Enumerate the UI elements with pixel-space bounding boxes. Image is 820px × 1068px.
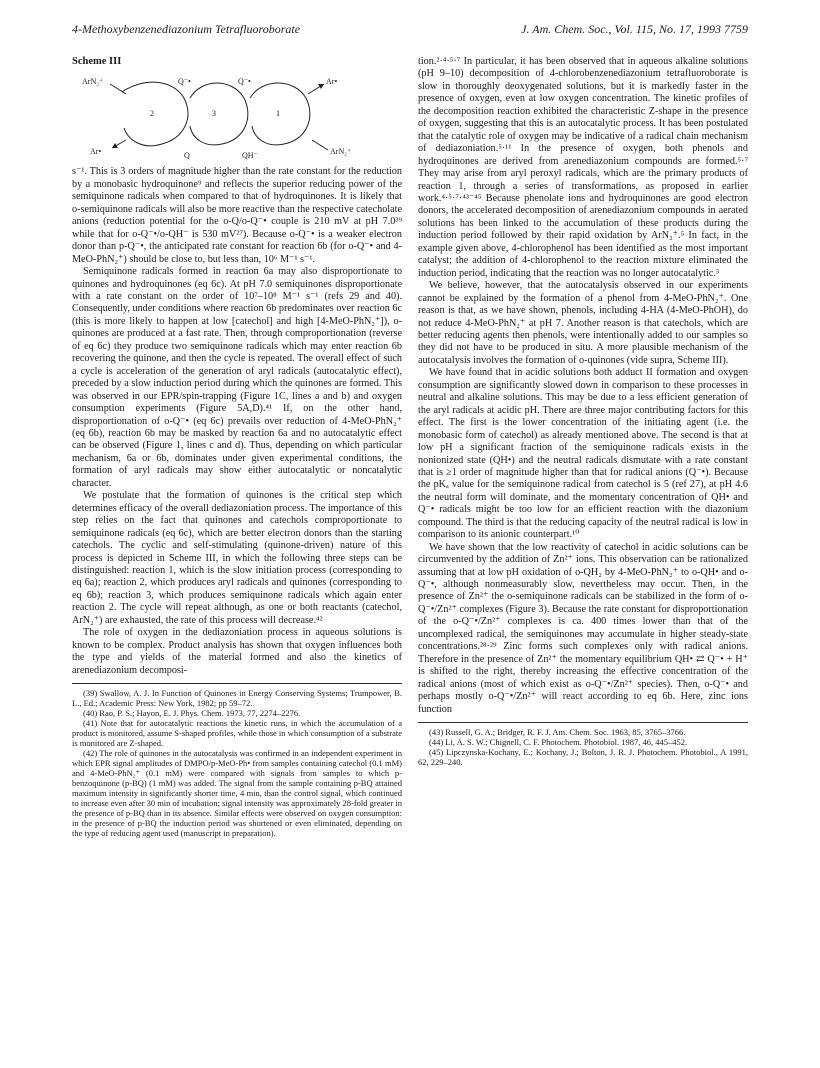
- right-paragraph-2: We believe, however, that the autocatalysis observed in our experiments cannot be explained by the formation of a phenol from 4-MeO-PhN₂⁺. One reason is that, as we have shown, phenols, including 4-HA (4-MeO-PhOH), do not reduce 4-MeO-PhN₂⁺ at pH 7. Another reason is that catechols, which are better reducing agents then phenols, were intentionally added to our samples so they did not have to be produced in situ. A more plausible mechanism of the autocatalysis involves the formation of o-quinones (vide supra, Scheme III).: [418, 280, 748, 366]
- footnote-rule: [72, 683, 402, 684]
- cycle-arc-3: [190, 83, 248, 145]
- footnote-43: (43) Russell, G. A.; Bridger, R. F. J. Am. Chem. Soc. 1963, 85, 3765–3766.: [429, 727, 686, 738]
- left-paragraph-3: We postulate that the formation of quinones is the critical step which determines efficacy of the overall dediazoniation process. The importance of this step relies on the fact that quinones and catechols comproportionate to semiquinone radicals (eq 6c), which are better electron donors than the starting catechols. The cyclic and self-stimulating (quinone-driven) nature of this process is depicted in Scheme III, in which the following three steps can be distinguished: reaction 1, which is the slow initiation process (corresponding to eq 6a); reaction 2, which produces aryl radicals and quinones (corresponding to eq 6b); reaction 3, which produces semiquinone radicals which again enter reaction 2. The cycle will repeat although, as one or both reactants (catechol, ArN₂⁺) are exhausted, the rate of this process will decrease.⁴²: [72, 490, 402, 626]
- right-paragraph-1: tion.²·⁴·⁵·⁷ In particular, it has been observed that in aqueous alkaline solutions (pH 9–10) decomposition of 4-chlorobenzenediazonium tetrafluoroborate is slow in thoroughly deoxygenated solutions, but it is markedly faster in the presence of oxygen, even at low oxygen concentration. The kinetic profiles of the decomposition reaction exhibited the characteristic Z-shape in the presence of oxygen, suggesting that this is an autocatalytic process. It has been postulated that the catalytic role of oxygen may be indicative of a radical chain mechanism of dediazoniation.⁵·¹¹ In the presence of oxygen, both phenols and hydroquinones are derived from arenediazonium compounds are formed.⁵·⁷ They may arise from aryl peroxyl radicals, which are the primary products of reaction 1, through a series of transformations, as proposed in earlier work.⁴·⁵·⁷·⁴³⁻⁴⁵ Because phenolate ions and hydroquinones are good electron donors, the accelerated decomposition of arenediazonium compounds in aerated solutions has been linked to the accumulation of these products during the induction period followed by their rapid oxidation by ArN₂⁺.⁵ In fact, in the example given above, 4-chlorophenol has been identified as the most important catalyst; the addition of 4-chlorophenol to the reaction mixture eliminated the induction period, indicating that the reaction was no longer autocatalytic.⁵: [418, 56, 748, 279]
- left-footnotes: [72, 688, 402, 838]
- left-paragraph-4: The role of oxygen in the dediazoniation process in aqueous solutions is known to be complex. Product analysis has shown that oxygen influences both the type and yields of the material formed and also the kinetics of arenediazonium decomposi-: [72, 627, 402, 676]
- right-paragraph-3: We have found that in acidic solutions both adduct II formation and oxygen consumption are significantly slowed down in comparison to these processes in neutral and alkaline solutions. This may be due to a less efficient generation of the aryl radicals at acidic pH. There are three major contributing factors for this effect. The first is the lower concentration of the initiating agent (i.e. the monobasic form of catechol) as already mentioned above. The second is that at low pH a significant fraction of the semiquinone radicals exists in the nonionized state (QH•) and the neutral radicals dismutate with a rate constant that is ≥1 order of magnitude higher than that for radical anions (Q⁻•). Because the pKₐ value for the semiquinone radical from catechol is 5 (ref 27), at pH 4.6 the neutral form will dominate, and the momentary concentration of QH• and Q⁻• radicals might be too low for an efficient reaction with the diazonium compound. The third is that the reducing capacity of the neutral radical is low in comparison to its anionic counterpart.¹⁰: [418, 367, 748, 541]
- footnote-41: (41) Note that for autocatalytic reactions the kinetic runs, in which the accumulation of a product is monitored, assume S-shaped profiles, while those in which consumption of a substrate is monitored are Z-shaped.: [72, 718, 402, 749]
- footnote-45: (45) Lipczynska-Kochany, E.; Kochany, J.; Bolton, J. R. J. Photochem. Photobiol., A 1991, 62, 229–240.: [418, 747, 748, 768]
- label-q-radical-top-1: Q⁻•: [178, 77, 191, 87]
- label-ar-top: Ar•: [326, 77, 338, 87]
- arrow-arn2-top: [110, 84, 126, 94]
- scheme-title: Scheme III: [72, 56, 122, 67]
- label-arn2-top: ArN₂⁺: [82, 77, 104, 87]
- footnote-44: (44) Li, A. S. W.; Chignell, C. F. Photochem. Photobiol. 1987, 46, 445–452.: [429, 737, 688, 748]
- label-q-bottom: Q: [184, 151, 190, 161]
- header-title: 4-Methoxybenzenediazonium Tetrafluoroborate: [72, 22, 301, 36]
- right-column: [418, 56, 748, 767]
- cycle-arc-2: [122, 83, 188, 147]
- footnote-rule-right: [418, 722, 748, 723]
- scheme-diagram: [72, 70, 402, 162]
- label-qh-bottom: QH⁻: [242, 151, 258, 161]
- label-q-radical-top-2: Q⁻•: [238, 77, 251, 87]
- right-paragraph-4: We have shown that the low reactivity of catechol in acidic solutions can be circumvented by the addition of Zn²⁺ ions. This observation can be rationalized assuming that at low pH oxidation of o-QH₂ by 4-MeO-PhN₂⁺ to o-QH• and o-Q⁻•, although nonmeasurably slow, nevertheless may occur. Then, in the presence of Zn²⁺ the o-semiquinone radicals can be stabilized in the form of o-Q⁻•/Zn²⁺ complexes (Figure 3). Because the rate constant for disproportionation of the o-Q⁻•/Zn²⁺ complexes is ca. 400 times lower than that of the uncomplexed radical, the semiquinones may accumulate in higher steady-state concentrations.²⁸·²⁹ Zinc forms such complexes only with radical anions. Therefore in the presence of Zn²⁺ the momentary equilibrium QH• ⇄ Q⁻• + H⁺ is shifted to the right, thereby increasing the effective concentration of the radical anions (most of which exist as o-Q⁻•/Zn²⁺ species). Then, o-Q⁻• and perhaps mostly o-Q⁻•/Zn²⁺ will react according to eq 6b. Here, zinc ions function: [418, 541, 748, 715]
- label-arn2-bottom: ArN₂⁺: [330, 147, 352, 157]
- footnote-39: (39) Swallow, A. J. In Function of Quinones in Energy Conserving Systems; Trumpower, B. L., Ed.; Academic Press: New York, 1982; pp 59–72.: [72, 688, 402, 709]
- running-header: [72, 22, 748, 38]
- label-step-1: 1: [276, 109, 280, 119]
- left-paragraph-1: s⁻¹. This is 3 orders of magnitude higher than the rate constant for the reduction by a monobasic hydroquinone⁹ and reflects the superior reducing power of the semiquinone radicals when compared to that of hydroquinones. It is likely that o-semiquinone radicals will also be more reactive than the respective catecholate anions (reduction potential for the o-Q/o-Q⁻• couple is 210 mV at pH 7.0³⁹ while that for o-Q⁻•/o-QH⁻ is 530 mV²⁷). Because o-Q⁻• is a weaker electron donor than p-Q⁻•, the anticipated rate constant for reaction 6b (for o-Q⁻• and 4-MeO-PhN₂⁺) should be close to, but less than, 10⁶ M⁻¹ s⁻¹.: [72, 166, 402, 265]
- arrowhead-top-right: [318, 84, 324, 89]
- left-column: [72, 56, 402, 838]
- header-journal: J. Am. Chem. Soc., Vol. 115, No. 17, 1993 7759: [521, 22, 748, 36]
- right-footnotes: [418, 727, 748, 767]
- left-paragraph-2: Semiquinone radicals formed in reaction 6a may also disproportionate to quinones and hydroquinones (eq 6c). At pH 7.0 semiquinones disproportionate with a rate constant on the order of 10⁷–10⁸ M⁻¹ s⁻¹ (refs 29 and 40). Consequently, under conditions where reaction 6b predominates over reaction 6c (this is more likely to happen at low [catechol] and high [4-MeO-PhN₂⁺]), o-quinones are produced at a fast rate. Then, through comproportionation (reverse of eq 6c) they produce two semiquinone radicals which may enter reaction 6b recovering the quinone, and then the cycle is repeated. The overall effect of such a cycle is acceleration of the generation of aryl radicals (autocatalytic effect), preceded by a slow induction period during which the quinones are formed. This was observed in our EPR/spin-trapping (Figure 1C, lines a and b) and oxygen consumption experiments (Figure 5A,D).⁴¹ If, on the other hand, disproportionation of o-Q⁻• (eq 6c) prevails over reduction of 4-MeO-PhN₂⁺ (eq 6b), reaction 6b may be masked by reaction 6a and no autocatalytic effect can be observed (Figure 1, lines c and d). Thus, depending on which particular mechanism, 6a or 6b, dominates under given experimental conditions, the formation of aryl radicals may show either autocatalytic or noncatalytic character.: [72, 266, 402, 489]
- label-ar-bottom: Ar•: [90, 147, 102, 157]
- arrow-arn2-bottom: [312, 140, 328, 150]
- label-step-3: 3: [212, 109, 216, 119]
- footnote-40: (40) Rao, P. S.; Hayon, E. J. Phys. Chem. 1973, 77, 2274–2276.: [83, 708, 301, 719]
- footnote-42: (42) The role of quinones in the autocatalysis was confirmed in an independent experiment in which EPR signal amplitudes of DMPO/p-MeO-Ph• from samples containing catechol (0.1 mM) and 4-MeO-PhN₂⁺ (0.1 mM) were compared with signals from samples to which p-benzoquinone (p-BQ) (1 mM) was added. The signal from the sample containing p-BQ attained maximum intensity in significantly shorter time, 4 min, than the control signal, which continued to increase even after 30 min of incubation; signal intensity was approximately 28-fold greater in the presence of p-BQ than in its absence. Similar effects were observed on oxygen consumption: in the presence of p-BQ the induction period was shortened or even eliminated, depending on the type of reducing agent used (manuscript in preparation).: [72, 748, 402, 839]
- label-step-2: 2: [150, 109, 154, 119]
